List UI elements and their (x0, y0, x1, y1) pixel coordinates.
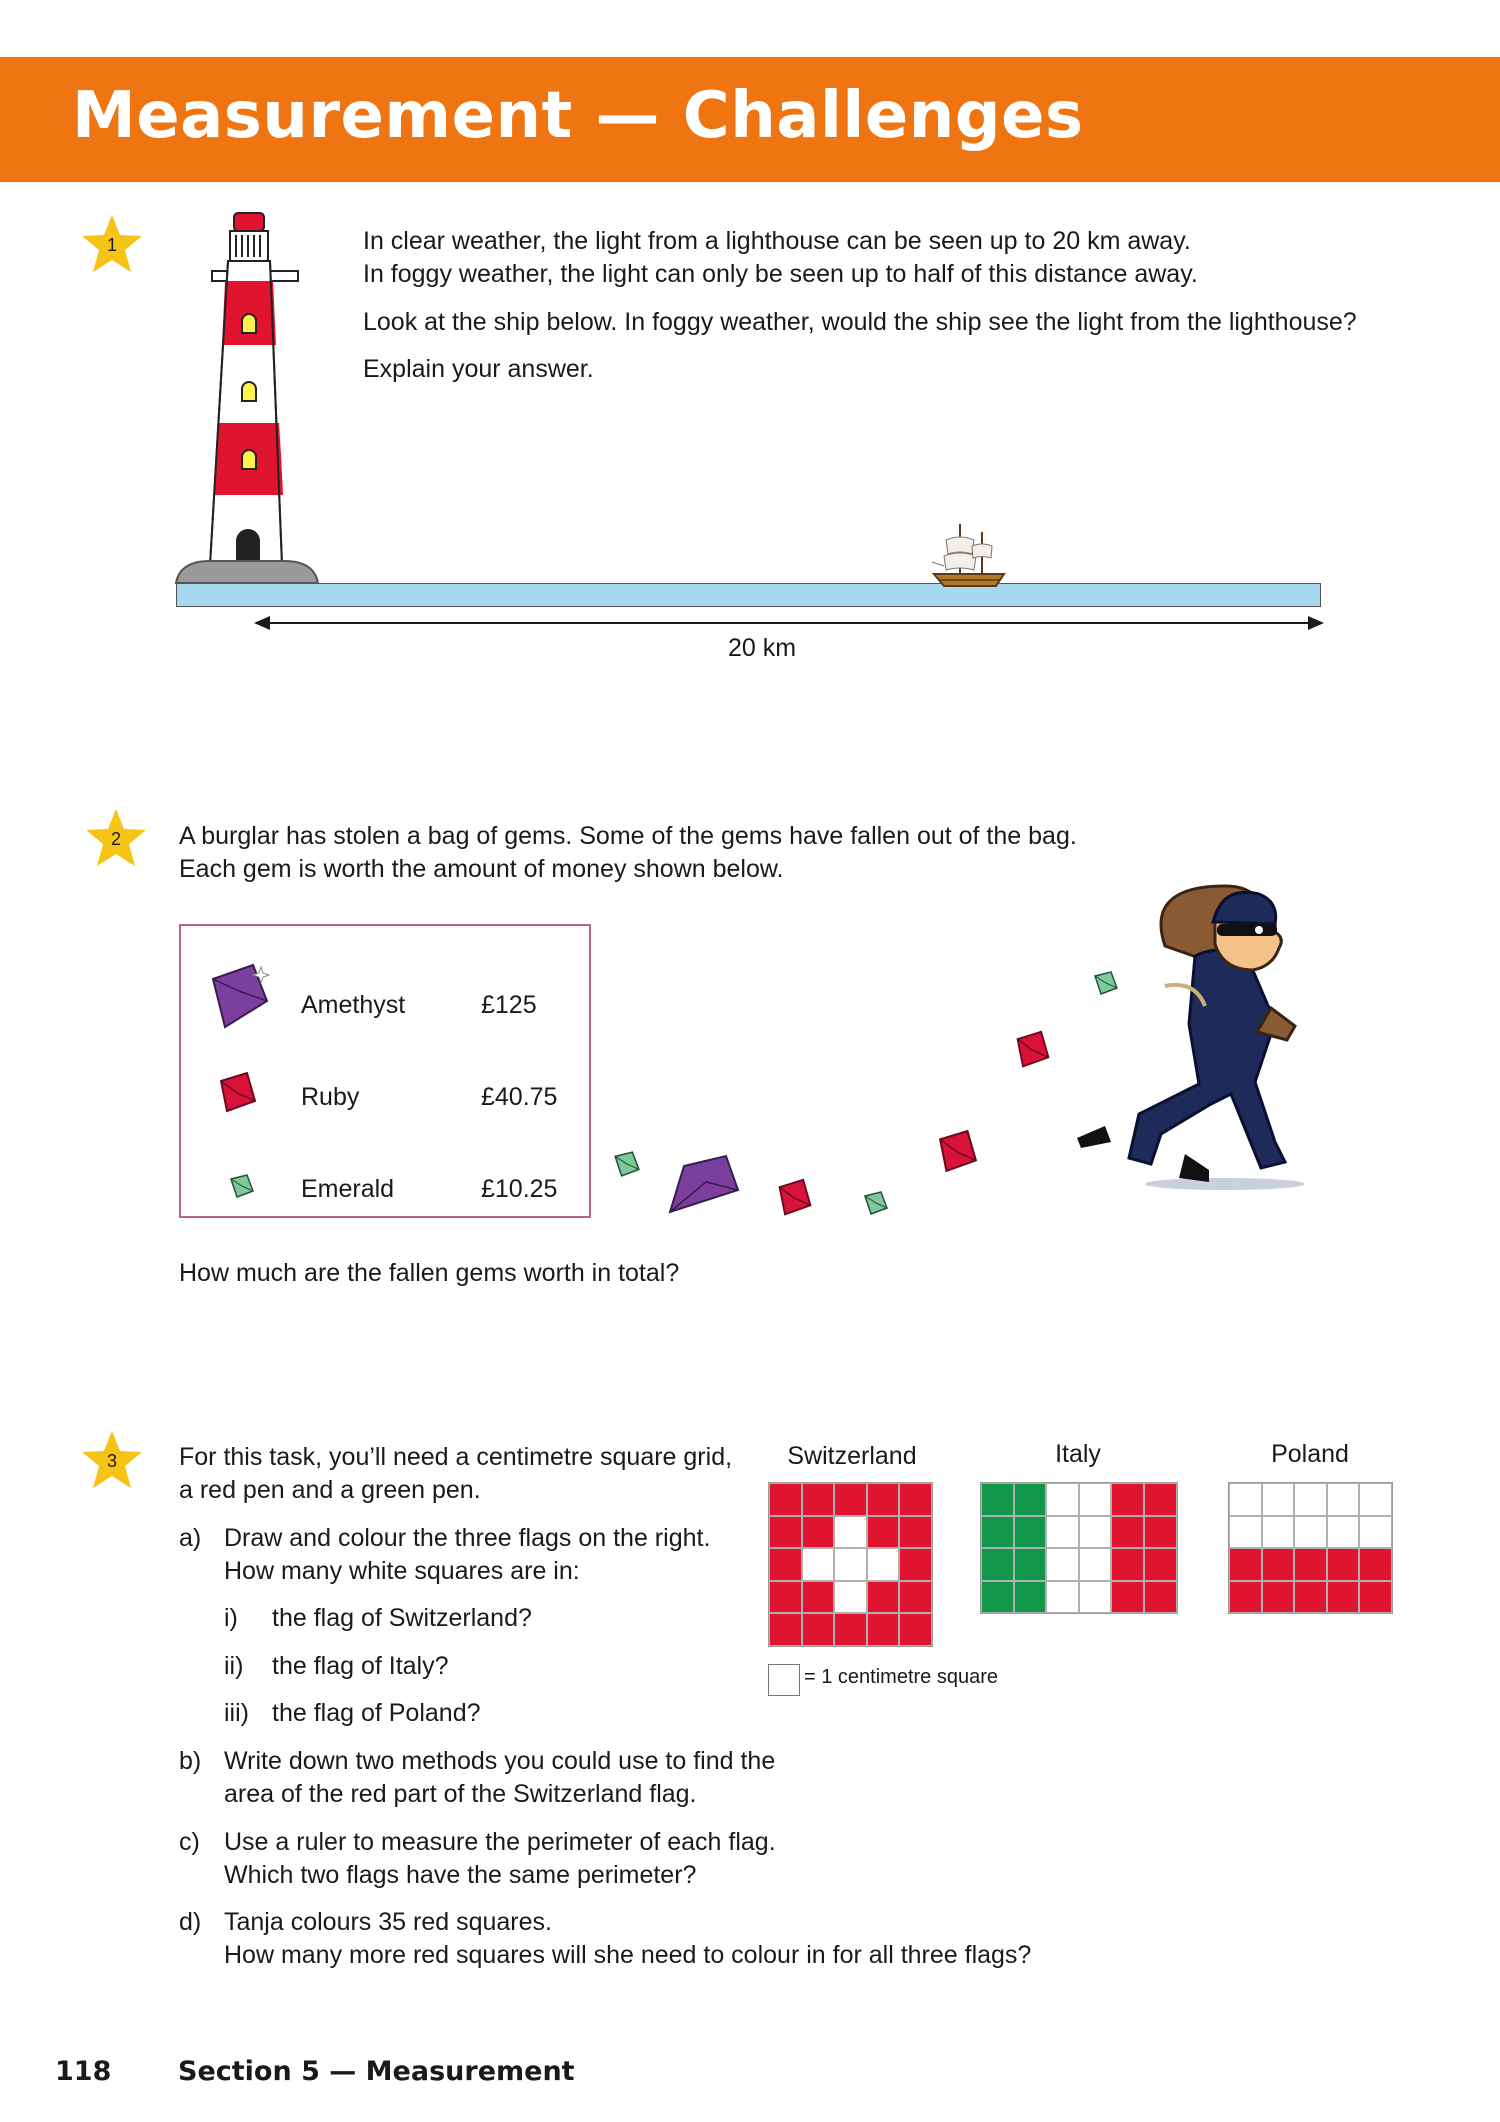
switzerland-cell (867, 1548, 900, 1581)
switzerland-cell (802, 1548, 835, 1581)
gem-name: Emerald (301, 1175, 395, 1203)
switzerland-cell (834, 1613, 867, 1646)
fallen-emerald-icon (862, 1190, 890, 1216)
italy-cell (1046, 1548, 1079, 1581)
italy-cell (981, 1516, 1014, 1549)
flag-grid-poland (1228, 1482, 1393, 1614)
italy-cell (1014, 1548, 1047, 1581)
fallen-ruby-icon (772, 1178, 818, 1218)
gem-row-emerald (181, 1171, 589, 1211)
poland-cell (1327, 1581, 1360, 1614)
italy-cell (1144, 1581, 1177, 1614)
italy-cell (1046, 1483, 1079, 1516)
gem-name: Amethyst (301, 991, 406, 1019)
italy-cell (1046, 1581, 1079, 1614)
amethyst-gem-icon (209, 961, 273, 1033)
switzerland-cell (899, 1516, 932, 1549)
italy-cell (1014, 1516, 1047, 1549)
italy-cell (1144, 1483, 1177, 1516)
q3-b-line-2: area of the red part of the Switzerland flag. (224, 1780, 697, 1808)
gem-price: £125 (481, 991, 537, 1019)
italy-cell (1079, 1516, 1112, 1549)
q3-sub-i-label: i) (224, 1604, 238, 1632)
poland-cell (1229, 1581, 1262, 1614)
switzerland-cell (802, 1581, 835, 1614)
italy-cell (1079, 1483, 1112, 1516)
italy-cell (1079, 1581, 1112, 1614)
q1-line-2: In foggy weather, the light can only be seen up to half of this distance away. (363, 260, 1198, 288)
italy-cell (1144, 1516, 1177, 1549)
poland-cell (1294, 1516, 1327, 1549)
switzerland-cell (867, 1613, 900, 1646)
italy-cell (981, 1581, 1014, 1614)
q3-d-line-1: Tanja colours 35 red squares. (224, 1908, 552, 1936)
switzerland-cell (899, 1581, 932, 1614)
flag-name-italy: Italy (1055, 1440, 1101, 1468)
poland-cell (1294, 1581, 1327, 1614)
switzerland-cell (899, 1548, 932, 1581)
q3-b-label: b) (179, 1747, 202, 1775)
sea-strip (176, 583, 1321, 607)
q1-line-3: Look at the ship below. In foggy weather, would the ship see the light from the lighthouse? (363, 308, 1357, 336)
unit-square-key (768, 1664, 800, 1696)
switzerland-cell (834, 1581, 867, 1614)
fallen-emerald-icon (612, 1150, 642, 1178)
title-banner (0, 57, 1500, 182)
switzerland-cell (802, 1483, 835, 1516)
burglar-illustration (1075, 876, 1375, 1194)
switzerland-cell (834, 1516, 867, 1549)
q3-a-line-1: Draw and colour the three flags on the right. (224, 1524, 711, 1552)
q3-c-line-1: Use a ruler to measure the perimeter of each flag. (224, 1828, 776, 1856)
poland-cell (1294, 1548, 1327, 1581)
italy-cell (1111, 1483, 1144, 1516)
q2-line-2: Each gem is worth the amount of money shown below. (179, 855, 784, 883)
switzerland-cell (867, 1516, 900, 1549)
q2-line-1: A burglar has stolen a bag of gems. Some of the gems have fallen out of the bag. (179, 822, 1077, 850)
q3-d-line-2: How many more red squares will she need to colour in for all three flags? (224, 1941, 1032, 1969)
lighthouse-illustration (170, 205, 330, 590)
italy-cell (1046, 1516, 1079, 1549)
question-3-number: 3 (106, 1451, 117, 1471)
q1-line-4: Explain your answer. (363, 355, 594, 383)
switzerland-cell (769, 1548, 802, 1581)
poland-cell (1327, 1483, 1360, 1516)
switzerland-cell (769, 1516, 802, 1549)
poland-cell (1229, 1548, 1262, 1581)
q3-c-label: c) (179, 1828, 200, 1856)
flag-grid-italy (980, 1482, 1178, 1614)
poland-cell (1359, 1483, 1392, 1516)
switzerland-cell (769, 1581, 802, 1614)
fallen-ruby-icon (1010, 1030, 1056, 1070)
flag-name-poland: Poland (1271, 1440, 1349, 1468)
switzerland-cell (867, 1483, 900, 1516)
gem-name: Ruby (301, 1083, 360, 1111)
q2-question: How much are the fallen gems worth in total? (179, 1259, 680, 1287)
flag-grid-switzerland (768, 1482, 933, 1647)
poland-cell (1229, 1516, 1262, 1549)
fallen-ruby-icon (936, 1128, 980, 1176)
italy-cell (981, 1483, 1014, 1516)
question-2-star-icon (84, 807, 148, 869)
switzerland-cell (867, 1581, 900, 1614)
emerald-gem-icon (229, 1173, 255, 1199)
page-title: Measurement — Challenges (72, 79, 1084, 153)
poland-cell (1262, 1516, 1295, 1549)
q3-intro-line-1: For this task, you’ll need a centimetre square grid, (179, 1443, 733, 1471)
question-3-star-icon (80, 1429, 144, 1491)
q3-sub-iii-text: the flag of Poland? (272, 1699, 481, 1727)
q3-sub-ii-text: the flag of Italy? (272, 1652, 449, 1680)
gem-price: £10.25 (481, 1175, 558, 1203)
gem-row-ruby (181, 1079, 589, 1119)
gem-price-table (179, 924, 591, 1218)
switzerland-cell (769, 1483, 802, 1516)
question-1-number: 1 (106, 235, 117, 255)
poland-cell (1327, 1516, 1360, 1549)
unit-square-key-label: = 1 centimetre square (804, 1666, 998, 1688)
fallen-amethyst-icon (668, 1154, 742, 1218)
q3-c-line-2: Which two flags have the same perimeter? (224, 1861, 697, 1889)
italy-cell (1144, 1548, 1177, 1581)
switzerland-cell (834, 1483, 867, 1516)
switzerland-cell (802, 1613, 835, 1646)
flag-name-switzerland: Switzerland (787, 1442, 917, 1470)
q3-b-line-1: Write down two methods you could use to find the (224, 1747, 776, 1775)
poland-cell (1359, 1548, 1392, 1581)
distance-label: 20 km (728, 634, 797, 662)
q3-sub-ii-label: ii) (224, 1652, 244, 1680)
q3-a-label: a) (179, 1524, 202, 1552)
question-1-star-icon (80, 213, 144, 275)
switzerland-cell (834, 1548, 867, 1581)
gem-price: £40.75 (481, 1083, 558, 1111)
poland-cell (1262, 1483, 1295, 1516)
q3-sub-i-text: the flag of Switzerland? (272, 1604, 532, 1632)
italy-cell (1111, 1581, 1144, 1614)
italy-cell (1111, 1516, 1144, 1549)
poland-cell (1294, 1483, 1327, 1516)
ruby-gem-icon (217, 1071, 259, 1115)
italy-cell (1111, 1548, 1144, 1581)
switzerland-cell (769, 1613, 802, 1646)
q3-a-line-2: How many white squares are in: (224, 1557, 580, 1585)
question-2-number: 2 (110, 829, 121, 849)
poland-cell (1327, 1548, 1360, 1581)
page-number: 118 (55, 2056, 112, 2087)
ship-illustration (928, 518, 1012, 590)
switzerland-cell (899, 1483, 932, 1516)
section-label: Section 5 — Measurement (178, 2056, 575, 2087)
gem-row-amethyst (181, 987, 589, 1027)
poland-cell (1359, 1581, 1392, 1614)
poland-cell (1359, 1516, 1392, 1549)
poland-cell (1262, 1581, 1295, 1614)
italy-cell (981, 1548, 1014, 1581)
switzerland-cell (802, 1516, 835, 1549)
poland-cell (1262, 1548, 1295, 1581)
switzerland-cell (899, 1613, 932, 1646)
italy-cell (1079, 1548, 1112, 1581)
q3-intro-line-2: a red pen and a green pen. (179, 1476, 481, 1504)
q3-sub-iii-label: iii) (224, 1699, 249, 1727)
q1-line-1: In clear weather, the light from a lighthouse can be seen up to 20 km away. (363, 227, 1191, 255)
poland-cell (1229, 1483, 1262, 1516)
italy-cell (1014, 1581, 1047, 1614)
q3-d-label: d) (179, 1908, 202, 1936)
italy-cell (1014, 1483, 1047, 1516)
